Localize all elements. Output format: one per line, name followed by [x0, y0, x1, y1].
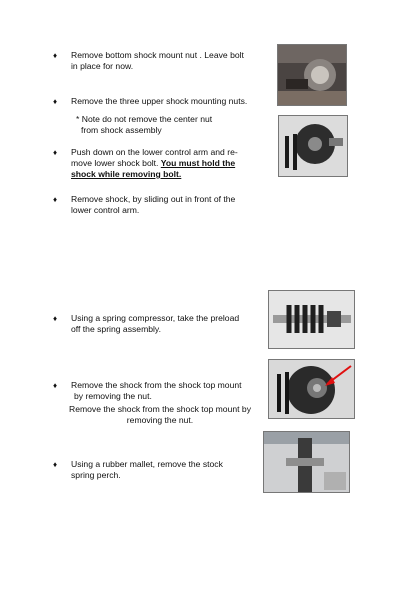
- bullet-icon: ♦: [53, 51, 58, 60]
- bullet-icon: ♦: [53, 460, 58, 469]
- bullet-icon: ♦: [53, 381, 58, 390]
- step-remove-spring-perch: [71, 459, 223, 481]
- text-line: lower control arm.: [71, 205, 140, 215]
- photo-shock-assembly: [278, 115, 348, 177]
- text-line: Remove the shock from the shock top mount: [71, 380, 242, 390]
- step-push-control-arm: [71, 147, 238, 180]
- text-line: Remove shock, by sliding out in front of the: [71, 194, 236, 204]
- note-center-nut: [76, 114, 212, 136]
- text-line: by removing the nut.: [74, 391, 152, 401]
- text-line: spring perch.: [71, 470, 121, 480]
- text-plain: move lower shock bolt.: [71, 158, 161, 168]
- text-line: Push down on the lower control arm and re-: [71, 147, 238, 157]
- photo-spring-compressor: [268, 290, 355, 349]
- step-remove-top-mount-duplicate: [59, 404, 261, 426]
- step-remove-upper-nuts: [71, 96, 247, 107]
- warning-text: You must hold the: [160, 158, 236, 168]
- step-remove-top-mount: [71, 380, 242, 402]
- photo-bottom-shock-mount: [277, 44, 347, 106]
- bullet-icon: ♦: [53, 195, 58, 204]
- text-line: off the spring assembly.: [71, 324, 161, 334]
- text-line: [71, 158, 238, 169]
- text-line: Remove the three upper shock mounting nuts.: [71, 96, 248, 106]
- bullet-icon: ♦: [53, 97, 58, 106]
- bullet-icon: ♦: [53, 148, 58, 157]
- step-spring-compressor: [71, 313, 239, 335]
- warning-text: shock while removing bolt.: [71, 169, 182, 179]
- photo-top-mount-nut: [268, 359, 355, 419]
- step-remove-bottom-nut: [71, 50, 244, 72]
- text-line: in place for now.: [71, 61, 134, 71]
- step-remove-shock: [71, 194, 235, 216]
- text-line: removing the nut.: [126, 415, 194, 425]
- photo-spring-perch: [263, 431, 350, 493]
- text-line: Remove the shock from the shock top mount by: [69, 404, 251, 414]
- text-line: * Note do not remove the center nut: [76, 114, 213, 124]
- text-line: Using a rubber mallet, remove the stock: [71, 459, 223, 469]
- text-line: Remove bottom shock mount nut . Leave bolt: [71, 50, 244, 60]
- bullet-icon: ♦: [53, 314, 58, 323]
- text-line: from shock assembly: [81, 125, 162, 135]
- text-line: Using a spring compressor, take the preload: [71, 313, 240, 323]
